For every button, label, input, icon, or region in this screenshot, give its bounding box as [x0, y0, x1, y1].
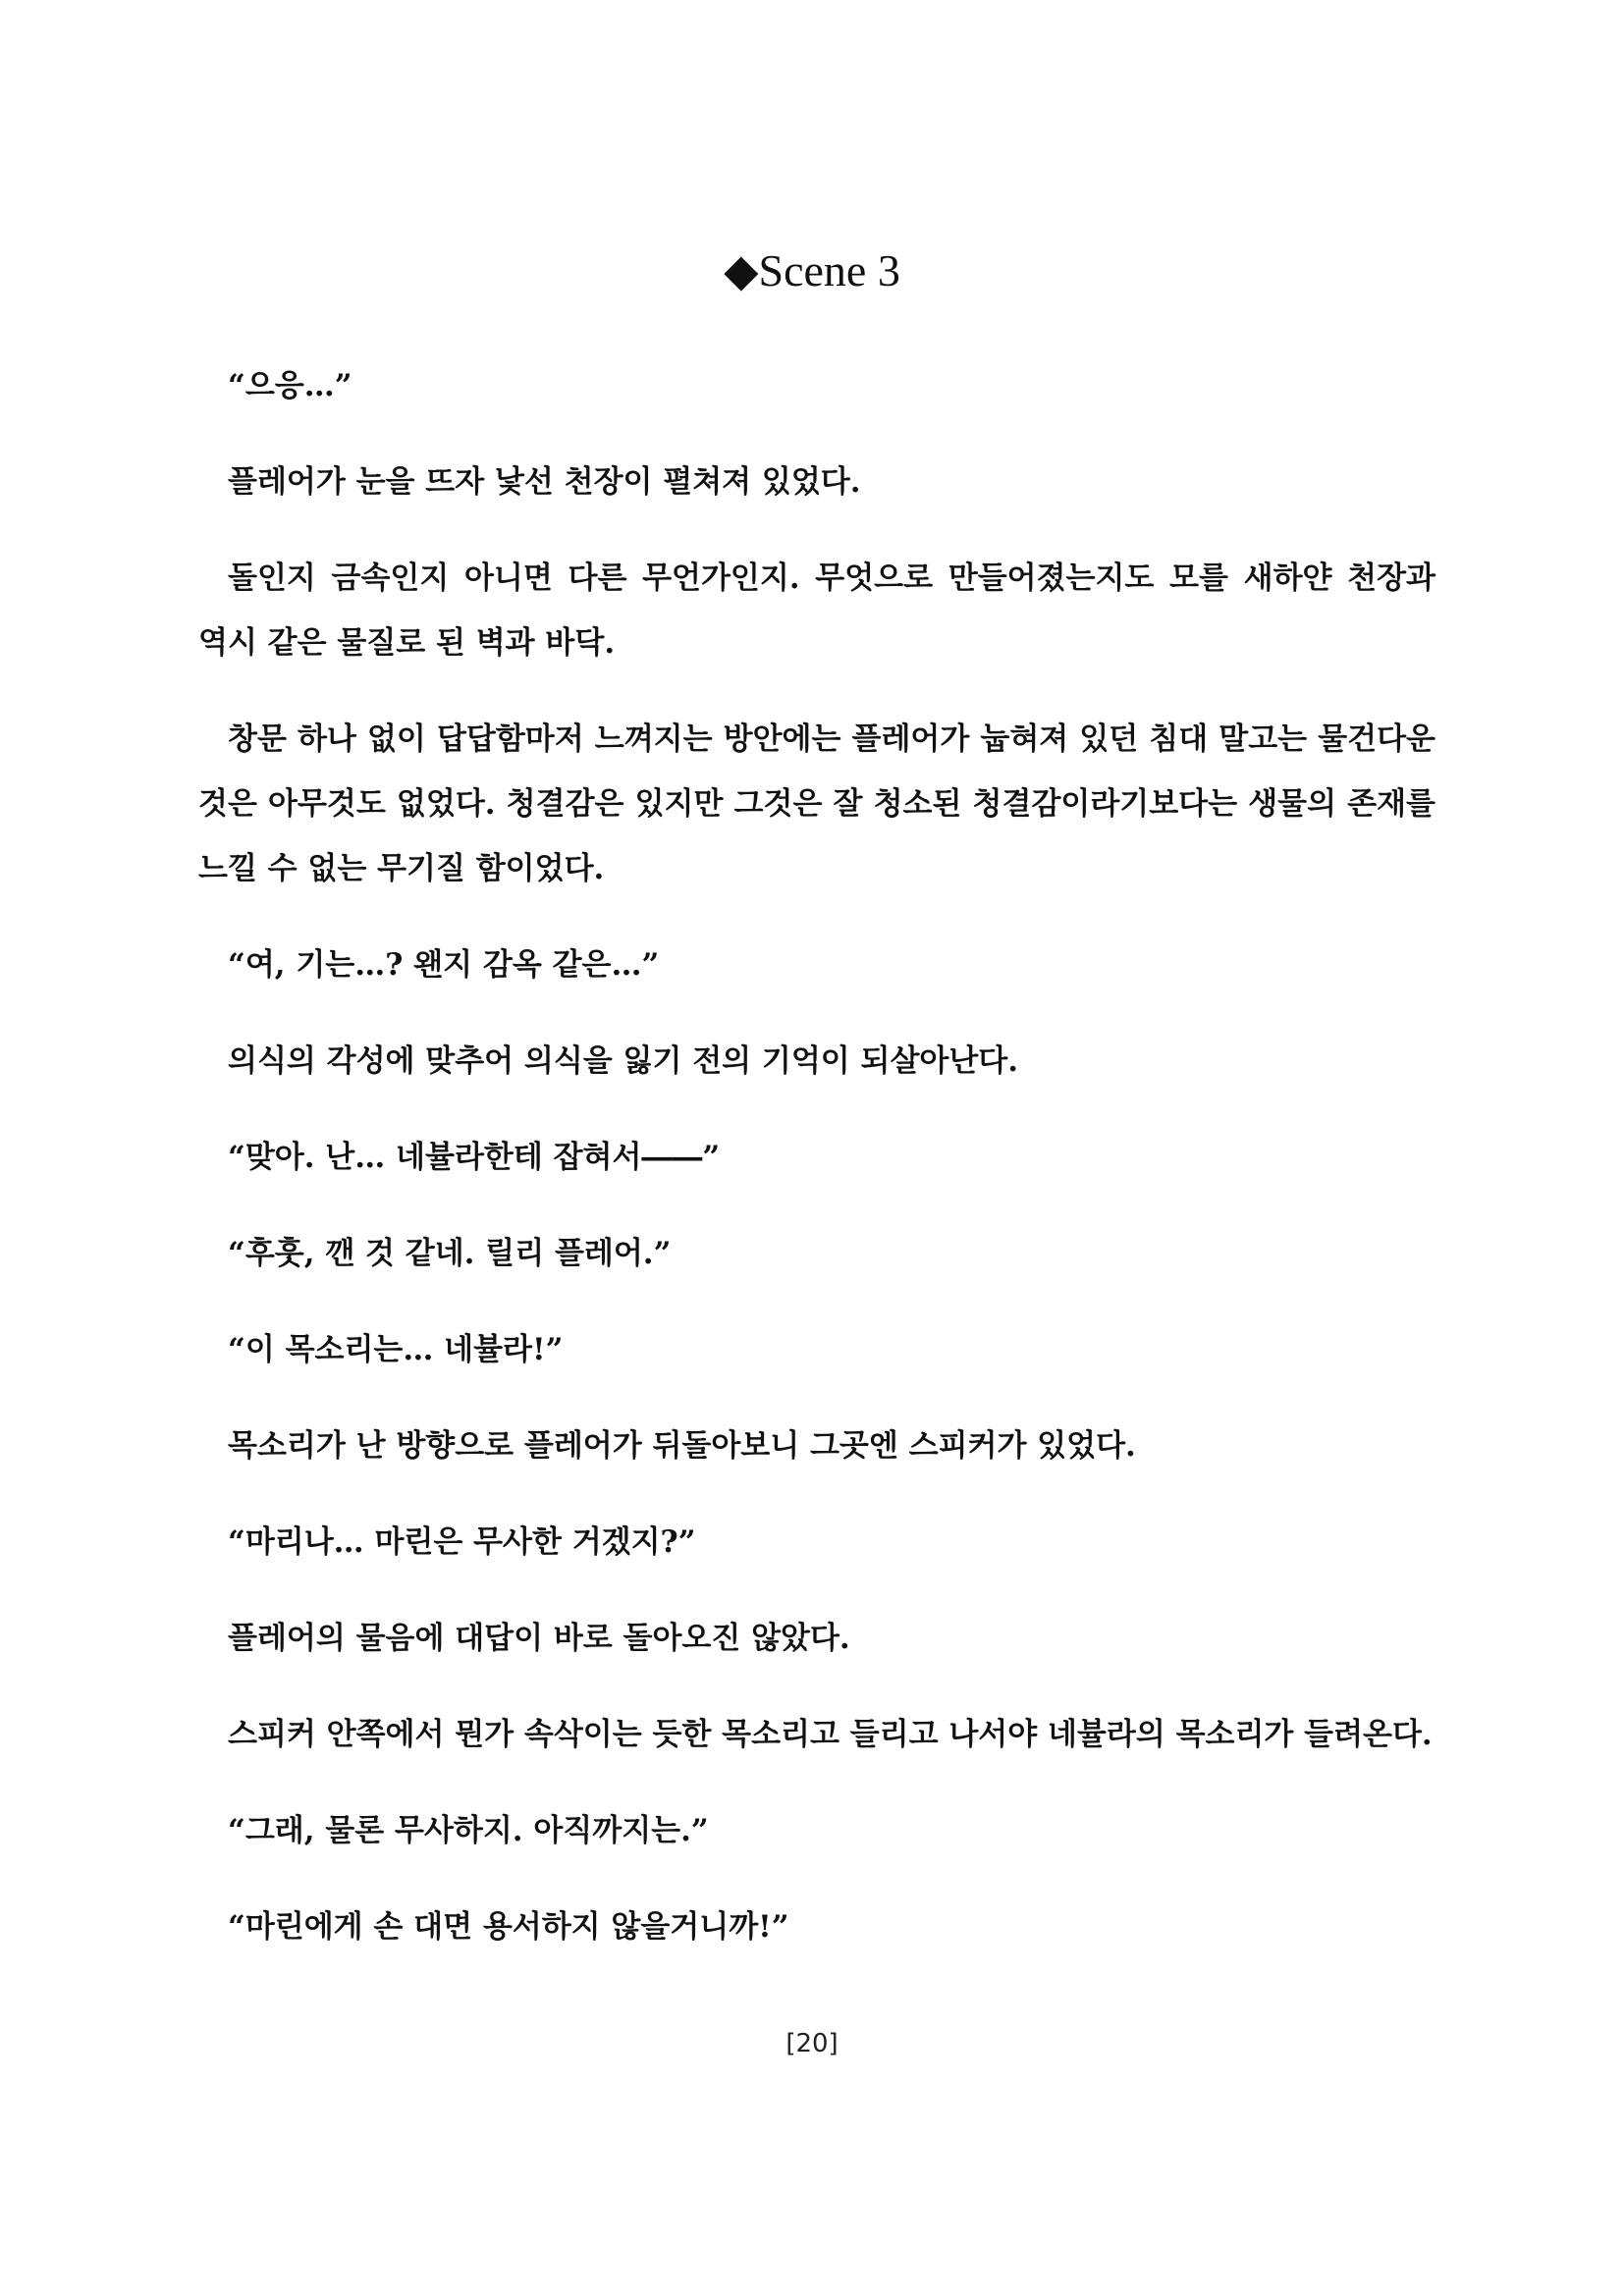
scene-title: ◆Scene 3: [724, 245, 900, 295]
paragraph: 플레어가 눈을 뜨자 낯선 천장이 펼쳐져 있었다.: [228, 464, 861, 500]
paragraph: 플레어의 물음에 대답이 바로 돌아오진 않았다.: [228, 1621, 850, 1656]
paragraph: “여, 기는…? 왠지 감옥 같은…”: [228, 947, 660, 983]
paragraph: 의식의 각성에 맞추어 의식을 잃기 전의 기억이 되살아난다.: [228, 1043, 1019, 1079]
paragraph: 스피커 안쪽에서 뭔가 속삭이는 듯한 목소리고 들리고 나서야 네뷸라의 목소리가 들려온다.: [228, 1717, 1433, 1752]
paragraph: “그래, 물론 무사하지. 아직까지는.”: [228, 1813, 709, 1848]
page-number: [20]: [785, 2029, 839, 2058]
paragraph: 돌인지 금속인지 아니면 다른 무언가인지. 무엇으로 만들어졌는지도 모를 새하얀 천장과 역시 같은 물질로 된 벽과 바닥.: [198, 561, 1435, 661]
paragraph: “으응…”: [228, 368, 352, 403]
paragraph: “후훗, 깬 것 같네. 릴리 플레어.”: [228, 1236, 672, 1271]
paragraph: 목소리가 난 방향으로 플레어가 뒤돌아보니 그곳엔 스피커가 있었다.: [228, 1428, 1136, 1464]
paragraph: 창문 하나 없이 답답함마저 느껴지는 방안에는 플레어가 눕혀져 있던 침대 말고는 물건다운 것은 아무것도 없었다. 청결감은 있지만 그것은 잘 청소된 청결감이라기보다는 생물의 존재를 느낄 수 없는 무기질 함이었다.: [198, 721, 1435, 886]
paragraph: “이 목소리는… 네뷸라!”: [228, 1332, 564, 1367]
paragraph: “맞아. 난… 네뷸라한테 잡혀서――”: [228, 1140, 721, 1175]
paragraph: “마리나… 마린은 무사한 거겠지?”: [228, 1524, 696, 1560]
body-text: [198, 353, 1435, 1991]
paragraph: “마린에게 손 대면 용서하지 않을거니까!”: [228, 1909, 789, 1945]
